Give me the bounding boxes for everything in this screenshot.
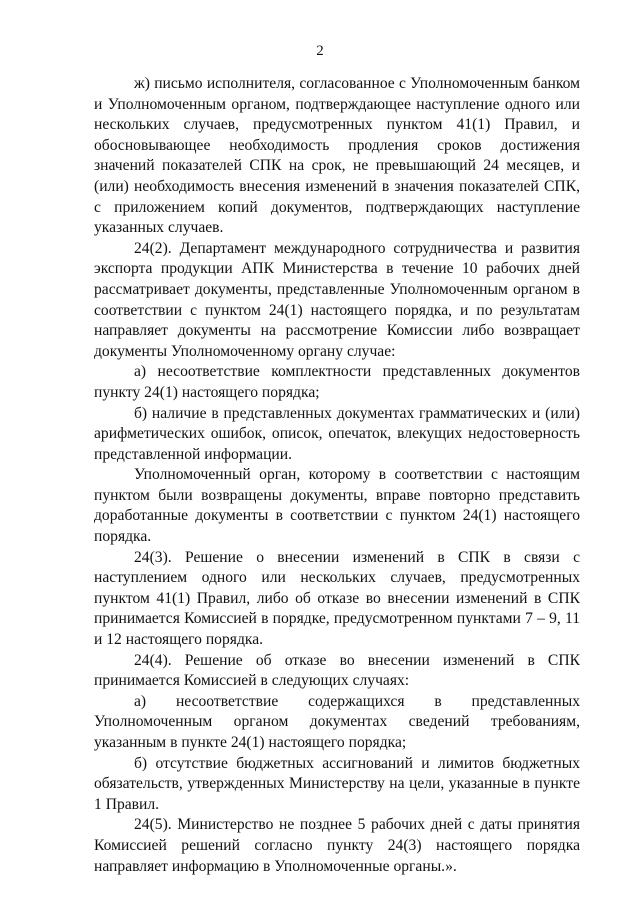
paragraph-zh-letter: ж) письмо исполнителя, согласованное с Уполномоченным банком и Уполномоченным органом, подтверждающее наступление одного или нескольких случаев, предусмотренных пунктом 41(1) Правил, и обосновывающее необходимость продления сроков достижения значений показателей СПК на срок, не превышающий 24 месяцев, и (или) необходимость внесения изменений в значения показателей СПК, с приложением копий документов, подтверждающих наступление указанных случаев.	[94, 75, 580, 237]
paragraph-24-5: 24(5). Министерство не позднее 5 рабочих дней с даты принятия Комиссией решений согласно пункту 24(3) настоящего порядка направляет информацию в Уполномоченные органы.».	[94, 816, 580, 875]
paragraph-24-2-b: б) наличие в представленных документах грамматических и (или) арифметических ошибок, описок, опечаток, влекущих недостоверность представленной информации.	[94, 404, 580, 463]
page-number: 2	[316, 43, 324, 59]
paragraph-24-2-a: а) несоответствие комплектности представленных документов пункту 24(1) настоящего порядка;	[94, 363, 580, 401]
paragraph-24-4-a: а) несоответствие содержащихся в представленных Уполномоченным органом документах сведений требованиям, указанным в пункте 24(1) настоящего порядка;	[94, 692, 580, 751]
paragraph-24-3: 24(3). Решение о внесении изменений в СПК в связи с наступлением одного или нескольких случаев, предусмотренных пунктом 41(1) Правил, либо об отказе во внесении изменений в СПК принимается Комиссией в порядке, предусмотренном пунктами 7 – 9, 11 и 12 настоящего порядка.	[94, 548, 580, 649]
document-body	[94, 74, 580, 877]
paragraph-24-2: 24(2). Департамент международного сотрудничества и развития экспорта продукции АПК Министерства в течение 10 рабочих дней рассматривает документы, представленные Уполномоченным органом в соответствии с пунктом 24(1) настоящего порядка, и по результатам направляет документы на рассмотрение Комиссии либо возвращает документы Уполномоченному органу случае:	[94, 239, 580, 360]
paragraph-24-4: 24(4). Решение об отказе во внесении изменений в СПК принимается Комиссией в следующих случаях:	[94, 651, 580, 690]
paragraph-24-4-b: б) отсутствие бюджетных ассигнований и лимитов бюджетных обязательств, утвержденных Министерству на цели, указанные в пункте 1 Правил.	[94, 754, 580, 813]
paragraph-resubmission: Уполномоченный орган, которому в соответствии с настоящим пунктом были возвращены документы, вправе повторно представить доработанные документы в соответствии с пунктом 24(1) настоящего порядка.	[94, 466, 580, 546]
